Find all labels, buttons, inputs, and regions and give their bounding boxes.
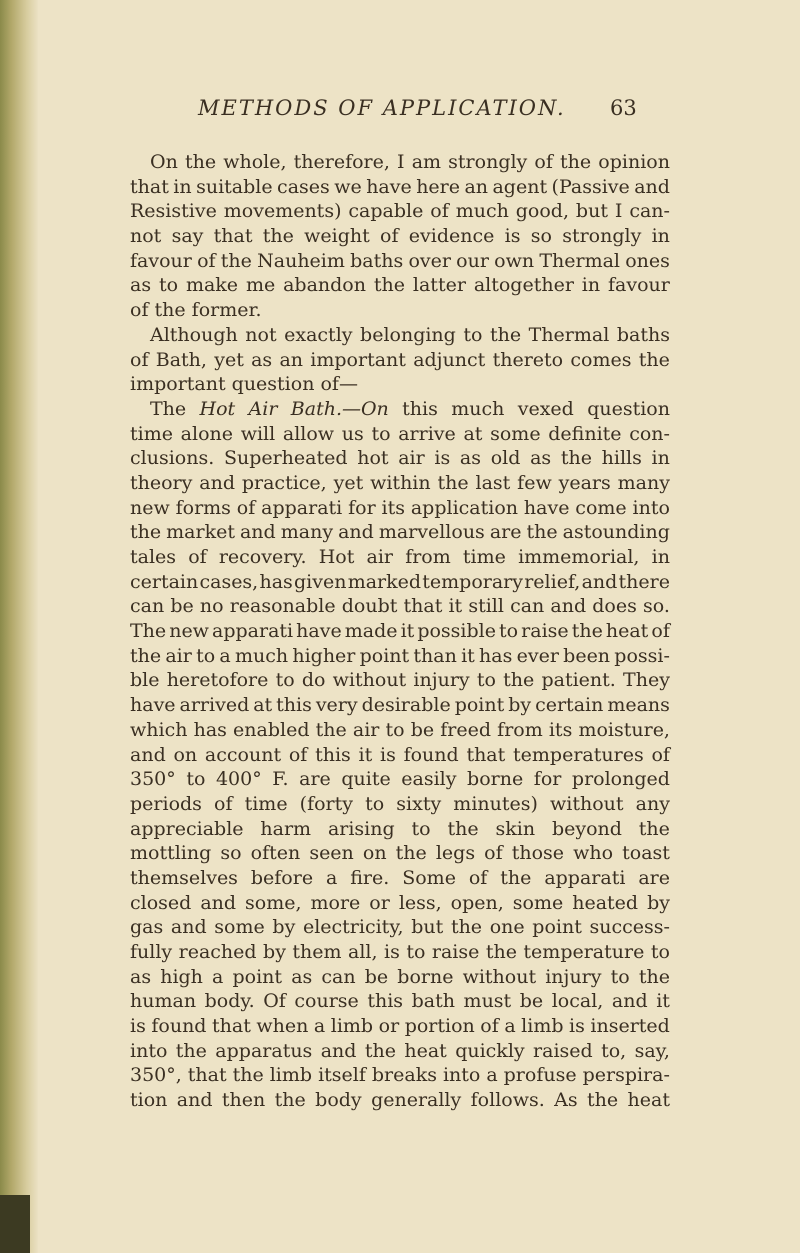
text-line: appreciable harm arising to the skin beyond the [130, 817, 670, 840]
text-line: of Bath, yet as an important adjunct thereto comes the [130, 348, 670, 371]
text-line: as high a point as can be borne without injury to the [130, 965, 670, 988]
page-header [198, 96, 638, 136]
text-line: time alone will allow us to arrive at some definite con- [130, 422, 670, 445]
running-head: METHODS OF APPLICATION. [198, 96, 566, 120]
text-line: not say that the weight of evidence is so strongly in [130, 225, 670, 248]
text-line: closed and some, more or less, open, some heated by [130, 891, 670, 914]
text-line: that in suitable cases we have here an agent (Passive and [130, 175, 670, 198]
text-line: is found that when a limb or portion of a limb is inserted [130, 1015, 670, 1038]
book-spine-edge [0, 0, 38, 1253]
text-line: can be no reasonable doubt that it still can and does so. [130, 595, 670, 618]
text-line: theory and practice, yet within the last few years many [130, 471, 670, 494]
text-line: ble heretofore to do without injury to the patient. They [130, 669, 670, 692]
text-line: tales of recovery. Hot air from time immemorial, in [130, 546, 670, 568]
text-line: mottling so often seen on the legs of those who toast [130, 842, 670, 865]
text-line: fully reached by them all, is to raise the temperature to [130, 941, 670, 963]
book-cover-corner [0, 1195, 30, 1253]
text-line: The new apparati have made it possible to raise the heat of [130, 620, 670, 643]
text-line: have arrived at this very desirable point by certain means [130, 694, 670, 717]
text-line: gas and some by electricity, but the one point success- [130, 916, 670, 939]
text-line: certain cases, has given marked temporary relief, and there [130, 570, 670, 593]
text-line: Although not exactly belonging to the Thermal baths [150, 323, 670, 346]
text-line: tion and then the body generally follows. As the heat [130, 1089, 670, 1112]
text-line: of the former. [130, 299, 262, 322]
text-line: as to make me abandon the latter altogether in favour [130, 274, 670, 297]
text-line: the air to a much higher point than it has ever been possi- [130, 644, 670, 667]
text-line: clusions. Superheated hot air is as old as the hills in [130, 447, 670, 470]
text-line: important question of— [130, 373, 358, 396]
text-line: 350°, that the limb itself breaks into a profuse perspira- [130, 1064, 670, 1087]
body-text [130, 150, 670, 1113]
text-line: The Hot Air Bath.—On this much vexed question [150, 397, 670, 420]
text-line: the market and many and marvellous are the astounding [130, 521, 670, 544]
text-line: Resistive movements) capable of much good, but I can- [130, 200, 670, 223]
text-line: human body. Of course this bath must be local, and it [130, 990, 670, 1013]
text-line: new forms of apparati for its application have come into [130, 496, 670, 519]
text-line: periods of time (forty to sixty minutes) without any [130, 792, 670, 815]
text-line: 350° to 400° F. are quite easily borne for prolonged [130, 768, 670, 791]
text-line: into the apparatus and the heat quickly raised to, say, [130, 1039, 670, 1062]
page-number: 63 [610, 96, 637, 120]
text-line: On the whole, therefore, I am strongly of the opinion [150, 151, 670, 173]
text-line: themselves before a fire. Some of the apparati are [130, 866, 670, 889]
text-line: which has enabled the air to be freed from its moisture, [130, 718, 670, 741]
text-line: favour of the Nauheim baths over our own Thermal ones [130, 249, 670, 272]
text-line: and on account of this it is found that temperatures of [130, 743, 670, 766]
